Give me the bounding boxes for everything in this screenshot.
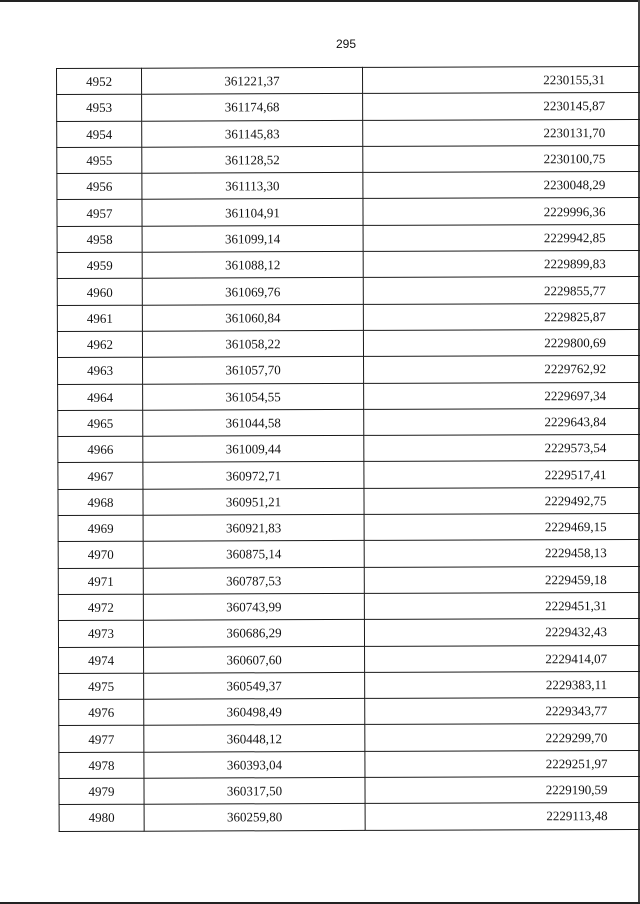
- x-coordinate-cell: 360875,14: [143, 541, 364, 568]
- point-number-cell: 4978: [59, 752, 144, 779]
- y-coordinate-cell: 2229573,54: [364, 434, 640, 461]
- table-row: [58, 566, 640, 594]
- x-coordinate-cell: 361058,22: [142, 330, 363, 357]
- table-row: [59, 776, 640, 804]
- table-row: [59, 750, 640, 778]
- y-coordinate-cell: 2229251,97: [365, 750, 640, 777]
- table-row: [59, 671, 640, 699]
- x-coordinate-cell: 361099,14: [142, 225, 363, 252]
- point-number-cell: 4955: [57, 147, 142, 174]
- x-coordinate-cell: 361174,68: [142, 94, 363, 121]
- x-coordinate-cell: 361069,76: [142, 278, 363, 305]
- table-row: [57, 145, 640, 173]
- x-coordinate-cell: 360972,71: [143, 462, 364, 489]
- x-coordinate-cell: 360259,80: [144, 804, 365, 831]
- point-number-cell: 4953: [57, 94, 142, 121]
- table-row: [58, 487, 640, 515]
- x-coordinate-cell: 360787,53: [143, 567, 364, 594]
- y-coordinate-cell: 2229432,43: [364, 619, 640, 646]
- table-row: [58, 461, 640, 489]
- table-row: [57, 198, 640, 226]
- table-row: [57, 93, 640, 121]
- y-coordinate-cell: 2229459,18: [364, 566, 640, 593]
- table-row: [58, 356, 640, 384]
- x-coordinate-cell: 360743,99: [143, 593, 364, 620]
- x-coordinate-cell: 361009,44: [143, 436, 364, 463]
- y-coordinate-cell: 2230100,75: [363, 145, 640, 172]
- y-coordinate-cell: 2229190,59: [365, 776, 640, 803]
- table-row: [57, 277, 640, 305]
- y-coordinate-cell: 2229697,34: [364, 382, 640, 409]
- table-row: [58, 592, 640, 620]
- point-number-cell: 4976: [59, 699, 144, 726]
- point-number-cell: 4979: [59, 778, 144, 805]
- x-coordinate-cell: 360607,60: [144, 646, 365, 673]
- point-number-cell: 4963: [58, 357, 143, 384]
- table-row: [58, 540, 640, 568]
- point-number-cell: 4975: [59, 673, 144, 700]
- point-number-cell: 4962: [57, 331, 142, 358]
- point-number-cell: 4977: [59, 726, 144, 753]
- table-row: [57, 250, 640, 278]
- point-number-cell: 4974: [59, 647, 144, 674]
- table-row: [57, 119, 640, 147]
- x-coordinate-cell: 361054,55: [143, 383, 364, 410]
- y-coordinate-cell: 2229383,11: [365, 671, 640, 698]
- table-row: [58, 408, 640, 436]
- point-number-cell: 4966: [58, 436, 143, 463]
- y-coordinate-cell: 2229996,36: [363, 198, 640, 225]
- x-coordinate-cell: 360951,21: [143, 488, 364, 515]
- x-coordinate-cell: 361088,12: [142, 252, 363, 279]
- point-number-cell: 4964: [58, 384, 143, 411]
- y-coordinate-cell: 2229492,75: [364, 487, 640, 514]
- point-number-cell: 4957: [57, 200, 142, 227]
- x-coordinate-cell: 361060,84: [142, 304, 363, 331]
- y-coordinate-cell: 2229299,70: [365, 724, 640, 751]
- table-row: [57, 172, 640, 200]
- point-number-cell: 4969: [58, 515, 143, 542]
- x-coordinate-cell: 361044,58: [143, 409, 364, 436]
- point-number-cell: 4959: [57, 252, 142, 279]
- point-number-cell: 4960: [57, 279, 142, 306]
- x-coordinate-cell: 361221,37: [142, 67, 363, 94]
- table-row: [57, 224, 640, 252]
- y-coordinate-cell: 2229643,84: [364, 408, 640, 435]
- x-coordinate-cell: 361145,83: [142, 120, 363, 147]
- table-row: [58, 434, 640, 462]
- y-coordinate-cell: 2229113,48: [365, 803, 640, 830]
- table-row: [58, 619, 640, 647]
- table-row: [58, 382, 640, 410]
- page-number: 295: [335, 37, 357, 51]
- point-number-cell: 4954: [57, 121, 142, 148]
- x-coordinate-cell: 360921,83: [143, 514, 364, 541]
- x-coordinate-cell: 361113,30: [142, 173, 363, 200]
- point-number-cell: 4970: [58, 542, 143, 569]
- y-coordinate-cell: 2229517,41: [364, 461, 640, 488]
- table-row: [59, 645, 640, 673]
- table-row: [58, 513, 640, 541]
- y-coordinate-cell: 2229855,77: [363, 277, 640, 304]
- table-row: [59, 803, 640, 831]
- y-coordinate-cell: 2229469,15: [364, 513, 640, 540]
- y-coordinate-cell: 2230155,31: [362, 66, 640, 93]
- x-coordinate-cell: 360549,37: [144, 672, 365, 699]
- point-number-cell: 4980: [59, 805, 144, 832]
- y-coordinate-cell: 2229343,77: [365, 697, 640, 724]
- coordinates-table: [56, 66, 640, 832]
- point-number-cell: 4967: [58, 463, 143, 490]
- y-coordinate-cell: 2229458,13: [364, 540, 640, 567]
- y-coordinate-cell: 2229800,69: [363, 329, 640, 356]
- table-row: [57, 66, 640, 94]
- table-row: [59, 724, 640, 752]
- y-coordinate-cell: 2229942,85: [363, 224, 640, 251]
- y-coordinate-cell: 2229451,31: [364, 592, 640, 619]
- point-number-cell: 4971: [58, 568, 143, 595]
- page-edge-top: [0, 0, 640, 2]
- point-number-cell: 4961: [57, 305, 142, 332]
- x-coordinate-cell: 360317,50: [144, 777, 365, 804]
- x-coordinate-cell: 361057,70: [143, 357, 364, 384]
- x-coordinate-cell: 360393,04: [144, 751, 365, 778]
- y-coordinate-cell: 2229414,07: [365, 645, 640, 672]
- x-coordinate-cell: 361128,52: [142, 146, 363, 173]
- y-coordinate-cell: 2229899,83: [363, 250, 640, 277]
- y-coordinate-cell: 2230145,87: [363, 93, 640, 120]
- y-coordinate-cell: 2230131,70: [363, 119, 640, 146]
- table-row: [57, 329, 640, 357]
- table-row: [57, 303, 640, 331]
- x-coordinate-cell: 360498,49: [144, 699, 365, 726]
- point-number-cell: 4973: [58, 620, 143, 647]
- y-coordinate-cell: 2229762,92: [364, 356, 640, 383]
- x-coordinate-cell: 360448,12: [144, 725, 365, 752]
- y-coordinate-cell: 2229825,87: [363, 303, 640, 330]
- coordinates-table-body: [57, 66, 640, 831]
- point-number-cell: 4958: [57, 226, 142, 253]
- x-coordinate-cell: 361104,91: [142, 199, 363, 226]
- point-number-cell: 4965: [58, 410, 143, 437]
- x-coordinate-cell: 360686,29: [143, 620, 364, 647]
- point-number-cell: 4968: [58, 489, 143, 516]
- point-number-cell: 4952: [57, 68, 142, 95]
- table-row: [59, 697, 640, 725]
- y-coordinate-cell: 2230048,29: [363, 172, 640, 199]
- point-number-cell: 4956: [57, 173, 142, 200]
- point-number-cell: 4972: [58, 594, 143, 621]
